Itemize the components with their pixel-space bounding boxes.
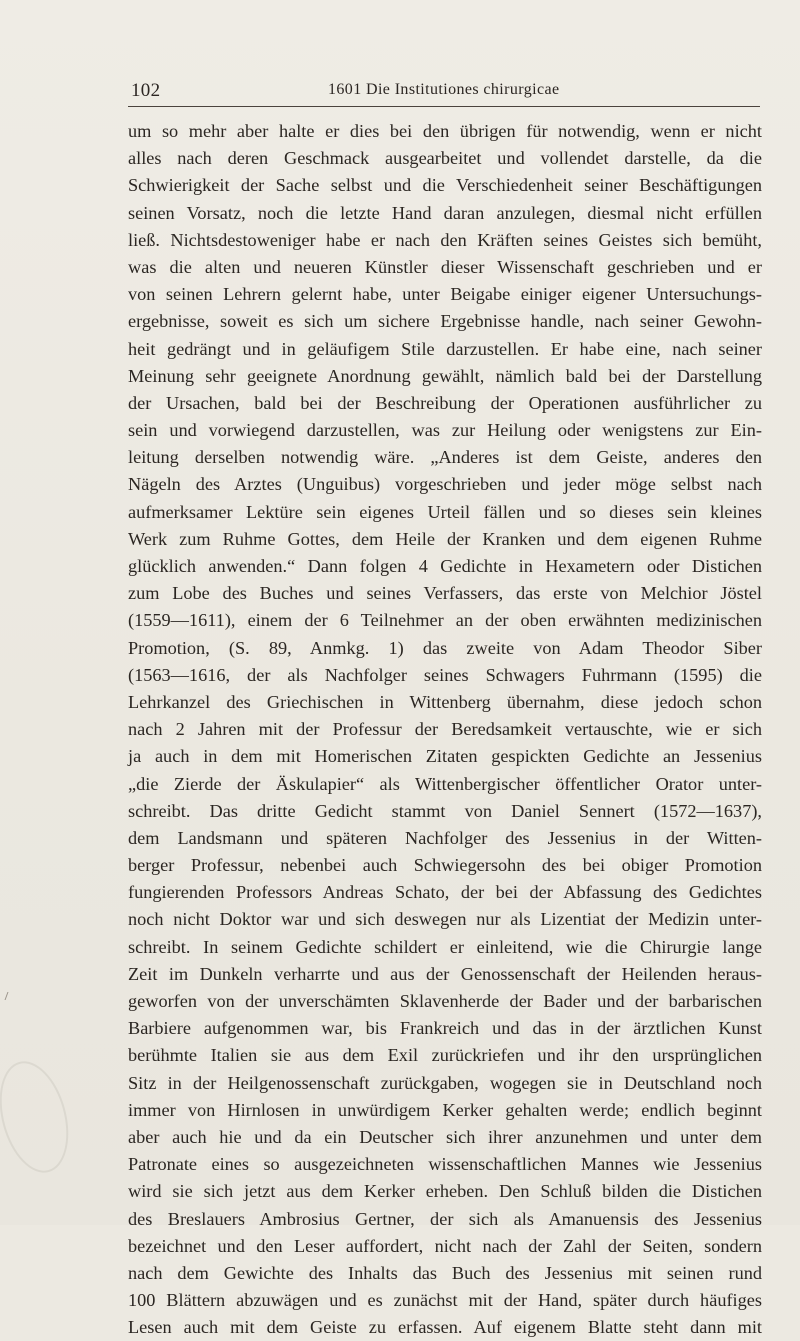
text-line: Barbiere aufgenommen war, bis Frankreich und das in der ärztlichen Kunst bbox=[128, 1018, 762, 1039]
text-line: berger Professur, nebenbei auch Schwiegersohn des bei obiger Promotion bbox=[128, 855, 762, 876]
text-line: leitung derselben notwendig wäre. „Anderes ist dem Geiste, anderes den bbox=[128, 447, 762, 468]
text-line: Meinung sehr geeignete Anordnung gewählt, nämlich bald bei der Darstellung bbox=[128, 365, 762, 386]
text-line: dem Landsmann und späteren Nachfolger des Jessenius in der Witten- bbox=[128, 827, 762, 848]
text-line: von seinen Lehrern gelernt habe, unter Beigabe einiger eigener Untersuchungs- bbox=[128, 284, 762, 305]
text-line: Zeit im Dunkeln verharrte und aus der Genossenschaft der Heilenden heraus- bbox=[128, 963, 762, 984]
text-line: fungierenden Professors Andreas Schato, der bei der Abfassung des Gedichtes bbox=[128, 882, 762, 903]
text-line: Promotion, (S. 89, Anmkg. 1) das zweite von Adam Theodor Siber bbox=[128, 637, 762, 658]
text-line: ließ. Nichtsdestoweniger habe er nach den Kräften seines Geistes sich bemüht, bbox=[128, 229, 762, 250]
text-line: nach 2 Jahren mit der Professur der Beredsamkeit vertauschte, wie er sich bbox=[128, 719, 762, 740]
text-line: geworfen von der unverschämten Sklavenherde der Bader und der barbarischen bbox=[128, 991, 762, 1011]
text-line: um so mehr aber halte er dies bei den übrigen für notwendig, wenn er nicht bbox=[128, 121, 762, 141]
text-line: Lesen auch mit dem Geiste zu erfassen. Auf eigenem Blatte steht dann mit bbox=[128, 1317, 762, 1338]
text-line: (1563—1616, der als Nachfolger seines Schwagers Fuhrmann (1595) die bbox=[128, 664, 762, 685]
text-line: immer von Hirnlosen in unwürdigem Kerker gehalten werde; endlich beginnt bbox=[128, 1099, 762, 1120]
text-line: glücklich anwenden.“ Dann folgen 4 Gedichte in Hexametern oder Distichen bbox=[128, 556, 762, 576]
text-line: Schwierigkeit der Sache selbst und die Verschiedenheit seiner Beschäftigungen bbox=[128, 175, 762, 196]
text-line: was die alten und neueren Künstler dieser Wissenschaft geschrieben und er bbox=[128, 256, 762, 277]
text-line: schreibt. Das dritte Gedicht stammt von Daniel Sennert (1572—1637), bbox=[128, 800, 762, 821]
text-line: der Ursachen, bald bei der Beschreibung der Operationen ausführlicher zu bbox=[128, 392, 762, 413]
text-line: schreibt. In seinem Gedichte schildert er einleitend, wie die Chirurgie lange bbox=[128, 936, 762, 957]
text-line: des Breslauers Ambrosius Gertner, der sich als Amanuensis des Jessenius bbox=[128, 1208, 762, 1229]
margin-mark bbox=[5, 992, 13, 1000]
text-line: wird sie sich jetzt aus dem Kerker erheben. Den Schluß bilden die Distichen bbox=[128, 1181, 762, 1202]
text-line: ergebnisse, soweit es sich um sichere Ergebnisse handle, nach seiner Gewohn- bbox=[128, 311, 762, 332]
text-line: (1559—1611), einem der 6 Teilnehmer an der oben erwähnten medizinischen bbox=[128, 610, 762, 631]
page-number: 102 bbox=[131, 80, 161, 101]
text-line: 100 Blättern abzuwägen und es zunächst mit der Hand, später durch häufiges bbox=[128, 1290, 762, 1311]
text-line: „die Zierde der Äskulapier“ als Wittenbergischer öffentlicher Orator unter- bbox=[128, 773, 762, 794]
faint-stamp-mark bbox=[0, 1054, 80, 1181]
text-line: berühmte Italien sie aus dem Exil zurückriefen und ihr den ursprünglichen bbox=[128, 1045, 762, 1066]
text-line: Nägeln des Arztes (Unguibus) vorgeschrieben und jeder möge selbst nach bbox=[128, 474, 762, 495]
text-line: ja auch in dem mit Homerischen Zitaten gespickten Gedichte an Jessenius bbox=[128, 746, 762, 767]
text-line: sein und vorwiegend darzustellen, was zur Heilung oder wenigstens zur Ein- bbox=[128, 420, 762, 441]
text-line: seinen Vorsatz, noch die letzte Hand daran anzulegen, diesmal nicht erfüllen bbox=[128, 202, 762, 223]
text-line: alles nach deren Geschmack ausgearbeitet und vollendet darstelle, da die bbox=[128, 148, 762, 169]
text-line: zum Lobe des Buches und seines Verfassers, das erste von Melchior Jöstel bbox=[128, 583, 762, 604]
text-line: bezeichnet und den Leser auffordert, nicht nach der Zahl der Seiten, sondern bbox=[128, 1235, 762, 1256]
text-line: Sitz in der Heilgenossenschaft zurückgaben, wogegen sie in Deutschland noch bbox=[128, 1072, 762, 1093]
text-line: aber auch hie und da ein Deutscher sich ihrer anzunehmen und unter dem bbox=[128, 1126, 762, 1147]
text-line: heit gedrängt und in geläufigem Stile darzustellen. Er habe eine, nach seiner bbox=[128, 338, 762, 359]
text-line: nach dem Gewichte des Inhalts das Buch des Jessenius mit seinen rund bbox=[128, 1262, 762, 1283]
text-line: Werk zum Ruhme Gottes, dem Heile der Kranken und dem eigenen Ruhme bbox=[128, 528, 762, 549]
page-header bbox=[128, 80, 760, 107]
text-line: noch nicht Doktor war und sich deswegen nur als Lizentiat der Medizin unter- bbox=[128, 909, 762, 930]
text-line: aufmerksamer Lektüre sein eigenes Urteil fällen und so dieses sein kleines bbox=[128, 501, 762, 522]
running-head: 1601 Die Institutiones chirurgicae bbox=[328, 81, 560, 98]
text-line: Patronate eines so ausgezeichneten wissenschaftlichen Mannes wie Jessenius bbox=[128, 1154, 762, 1175]
body-text bbox=[128, 118, 762, 1341]
text-line: Lehrkanzel des Griechischen in Wittenberg übernahm, diese jedoch schon bbox=[128, 691, 762, 712]
